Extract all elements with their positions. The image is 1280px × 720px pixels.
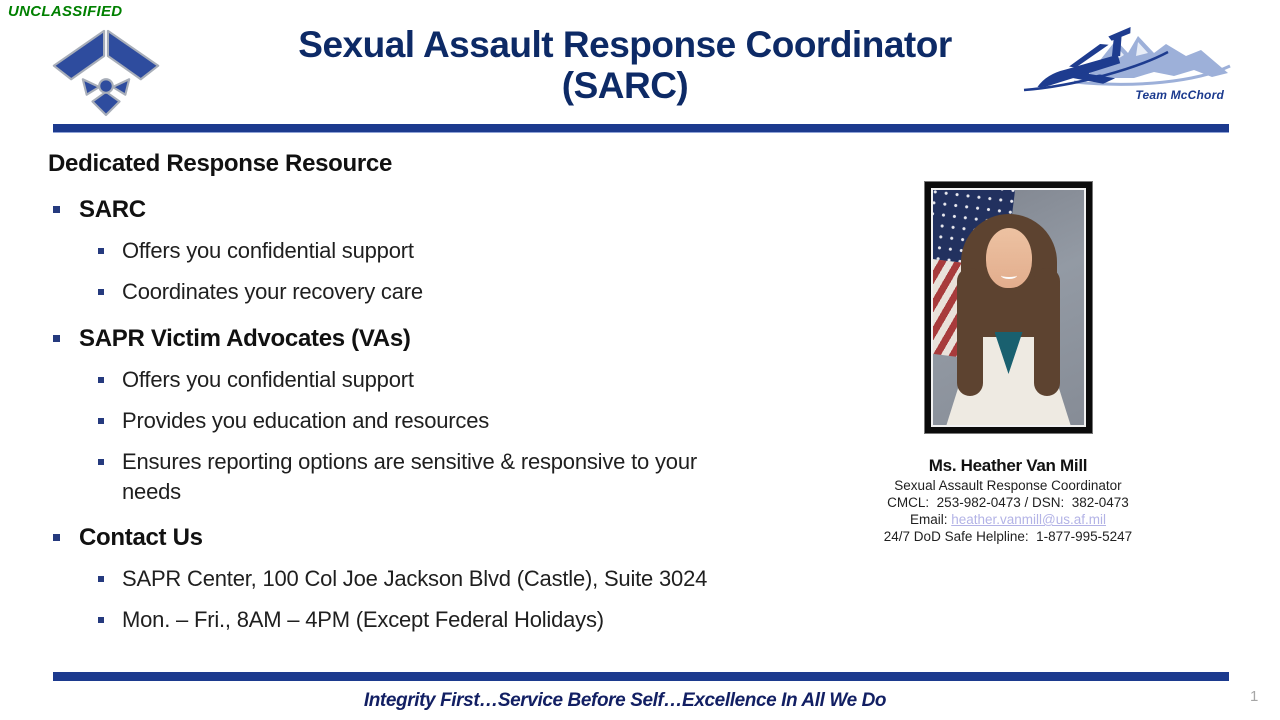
body-heading: Dedicated Response Resource xyxy=(48,150,393,177)
contact-title: Sexual Assault Response Coordinator xyxy=(894,478,1122,493)
portrait-photo xyxy=(925,182,1092,433)
bullet-square-icon xyxy=(53,335,60,342)
bullet-square-icon xyxy=(98,459,104,465)
contact-helpline: 24/7 DoD Safe Helpline: 1-877-995-5247 xyxy=(883,529,1133,544)
bullet-item: Ensures reporting options are sensitive & responsive to your needs xyxy=(48,447,868,507)
person-smile xyxy=(1001,272,1017,279)
bullet-square-icon xyxy=(98,248,104,254)
bullet-item: Coordinates your recovery care xyxy=(48,277,868,307)
bullet-square-icon xyxy=(53,206,60,213)
person-hair-strand xyxy=(1034,268,1060,396)
person-hair-strand xyxy=(957,268,983,396)
bullet-square-icon xyxy=(53,534,60,541)
bullet-square-icon xyxy=(98,418,104,424)
bullet-contact-us: Contact Us xyxy=(48,523,868,553)
bullet-sarc: SARC xyxy=(48,195,868,225)
email-link[interactable]: heather.vanmill@us.af.mil xyxy=(951,512,1107,527)
email-label: Email: xyxy=(909,512,952,527)
contact-card xyxy=(858,456,1158,544)
slide-body xyxy=(48,150,868,635)
contact-name: Ms. Heather Van Mill xyxy=(928,456,1088,475)
bullet-sapr-vas: SAPR Victim Advocates (VAs) xyxy=(48,324,868,354)
contact-email-line xyxy=(858,512,1158,527)
title-line2: (SARC) xyxy=(561,65,689,107)
bullet-item: Offers you confidential support xyxy=(48,236,868,266)
bullet-item: SAPR Center, 100 Col Joe Jackson Blvd (Castle), Suite 3024 xyxy=(48,564,868,594)
bullet-square-icon xyxy=(98,289,104,295)
page-number: 1 xyxy=(1250,688,1259,705)
bullet-square-icon xyxy=(98,576,104,582)
footer-motto: Integrity First…Service Before Self…Excellence In All We Do xyxy=(363,690,887,711)
bullet-item: Mon. – Fri., 8AM – 4PM (Except Federal Holidays) xyxy=(48,605,868,635)
contact-phone: CMCL: 253-982-0473 / DSN: 382-0473 xyxy=(887,495,1129,510)
bullet-square-icon xyxy=(98,377,104,383)
team-mcchord-logo xyxy=(1016,26,1232,104)
portrait-photo-image xyxy=(931,188,1086,427)
air-force-logo-icon xyxy=(48,26,164,118)
bullet-item: Provides you education and resources xyxy=(48,406,868,436)
bottom-divider xyxy=(53,672,1229,681)
bullet-square-icon xyxy=(98,617,104,623)
bullet-item: Offers you confidential support xyxy=(48,365,868,395)
top-divider xyxy=(53,124,1229,133)
mcchord-label: Team McChord xyxy=(1135,88,1224,102)
slide-title xyxy=(170,24,1080,107)
classification-banner: UNCLASSIFIED xyxy=(8,3,123,20)
title-line1: Sexual Assault Response Coordinator xyxy=(298,24,952,65)
person-face xyxy=(986,228,1032,288)
